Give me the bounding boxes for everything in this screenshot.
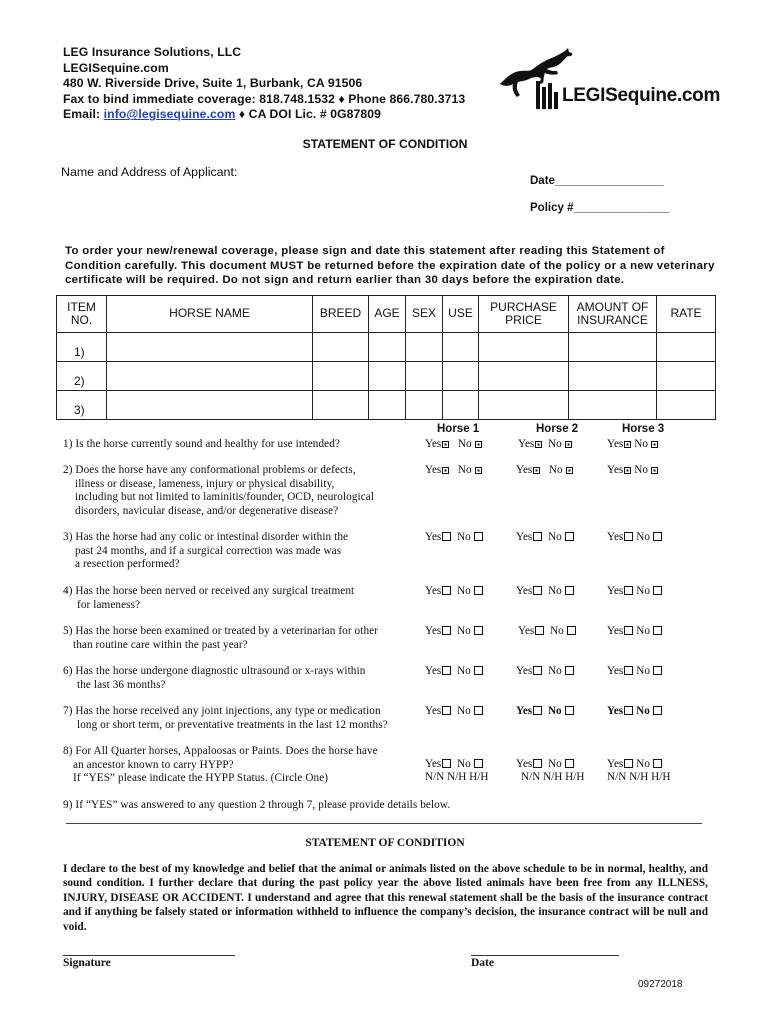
use-cell[interactable]: [443, 333, 479, 362]
rate-cell[interactable]: [657, 391, 716, 420]
sex-cell[interactable]: [406, 362, 443, 391]
q8-horse3-hypp-status[interactable]: N/N N/H H/H: [607, 771, 671, 783]
q4-h3-no-checkbox[interactable]: [653, 586, 662, 595]
question-4: 4) Has the horse been nerved or received any surgical treatment for lameness?: [63, 585, 355, 611]
question-7: 7) Has the horse received any joint injections, any type or medication long or short term, or preventative treatments in the last 12 months?: [63, 705, 388, 731]
q5-horse2-answer: Yes No: [518, 625, 579, 639]
q1-h2-yes-checkbox[interactable]: [535, 441, 542, 448]
col-sex: SEX: [406, 296, 443, 333]
q8-horse3-answer: Yes No: [607, 758, 665, 772]
q7-h1-yes-checkbox[interactable]: [442, 706, 451, 715]
q1-h1-no-checkbox[interactable]: [475, 441, 482, 448]
q4-h2-yes-checkbox[interactable]: [533, 586, 542, 595]
horse-name-cell[interactable]: [107, 391, 313, 420]
q1-horse3-answer: Yes No: [607, 438, 661, 452]
q8-horse2-hypp-status[interactable]: N/N N/H H/H: [521, 771, 585, 783]
question-3: 3) Has the horse had any colic or intestinal disorder within the past 24 months, and if a surgical correction was made was a resection performed?: [63, 531, 349, 571]
use-cell[interactable]: [443, 362, 479, 391]
q5-h1-no-checkbox[interactable]: [474, 626, 483, 635]
col-amount-insurance: AMOUNT OF INSURANCE: [569, 296, 657, 333]
horse-name-cell[interactable]: [107, 362, 313, 391]
q5-horse1-answer: Yes No: [425, 625, 486, 639]
q3-horse1-answer: Yes No: [425, 531, 486, 545]
q8-horse2-answer: Yes No: [516, 758, 577, 772]
q6-horse3-answer: Yes No: [607, 665, 665, 679]
item-number: 1): [57, 333, 107, 362]
sex-cell[interactable]: [406, 333, 443, 362]
applicant-label: Name and Address of Applicant:: [61, 165, 238, 179]
details-line[interactable]: [66, 823, 702, 824]
company-website: LEGISequine.com: [63, 60, 169, 75]
col-breed: BREED: [313, 296, 369, 333]
q1-h3-yes-checkbox[interactable]: [624, 441, 631, 448]
q1-horse2-answer: Yes No: [518, 438, 575, 452]
company-name: LEG Insurance Solutions, LLC: [63, 45, 242, 59]
q7-h2-yes-checkbox[interactable]: [533, 706, 542, 715]
q3-h2-yes-checkbox[interactable]: [533, 532, 542, 541]
q1-h2-no-checkbox[interactable]: [565, 441, 572, 448]
col-age: AGE: [369, 296, 406, 333]
q4-horse3-answer: Yes No: [607, 585, 665, 599]
breed-cell[interactable]: [313, 333, 369, 362]
q8-h3-no-checkbox[interactable]: [653, 759, 662, 768]
question-5: 5) Has the horse been examined or treated by a veterinarian for other than routine care within the past year?: [63, 625, 379, 651]
amount-cell[interactable]: [569, 391, 657, 420]
q6-h2-no-checkbox[interactable]: [565, 666, 574, 675]
q1-h1-yes-checkbox[interactable]: [442, 441, 449, 448]
horse-1-header: Horse 1: [437, 423, 480, 435]
q3-h3-yes-checkbox[interactable]: [624, 532, 633, 541]
q5-h1-yes-checkbox[interactable]: [442, 626, 451, 635]
q4-horse2-answer: Yes No: [516, 585, 577, 599]
policy-field[interactable]: Policy #_______________: [530, 202, 670, 214]
question-8: 8) For All Quarter horses, Appaloosas or Paints. Does the horse have an ancestor known to carry HYPP? If “YES” please indicate the HYPP Status. (Circle One): [63, 745, 378, 785]
q8-horse1-answer: Yes No: [425, 758, 486, 772]
q8-h3-yes-checkbox[interactable]: [624, 759, 633, 768]
horse-schedule-table: [56, 295, 716, 420]
question-1: 1) Is the horse currently sound and healthy for use intended?: [63, 438, 341, 450]
price-cell[interactable]: [479, 362, 569, 391]
q4-h1-yes-checkbox[interactable]: [442, 586, 451, 595]
q3-horse2-answer: Yes No: [516, 531, 577, 545]
q8-h1-yes-checkbox[interactable]: [442, 759, 451, 768]
breed-cell[interactable]: [313, 391, 369, 420]
signature-date-line[interactable]: [471, 955, 619, 956]
question-2: 2) Does the horse have any conformational problems or defects, illness or disease, lameness, injury or physical disability, including but not limited to laminitis/founder, OCD, neurological disorders, navicular disease, and/or degenerative disease?: [63, 464, 375, 517]
form-code: 09272018: [638, 979, 683, 990]
q2-horse3-answer: Yes No: [607, 464, 661, 478]
price-cell[interactable]: [479, 333, 569, 362]
q5-h3-yes-checkbox[interactable]: [624, 626, 633, 635]
q6-h1-no-checkbox[interactable]: [474, 666, 483, 675]
q6-h2-yes-checkbox[interactable]: [533, 666, 542, 675]
table-row: [57, 333, 716, 362]
amount-cell[interactable]: [569, 333, 657, 362]
signature-date-label: Date: [471, 957, 494, 969]
company-header: [63, 45, 465, 123]
q4-h3-yes-checkbox[interactable]: [624, 586, 633, 595]
q7-horse1-answer: Yes No: [425, 705, 486, 719]
use-cell[interactable]: [443, 391, 479, 420]
question-9: 9) If “YES” was answered to any question 2 through 7, please provide details below.: [63, 799, 451, 811]
q6-h3-yes-checkbox[interactable]: [624, 666, 633, 675]
q7-horse2-answer: Yes No: [516, 705, 577, 719]
table-row: [57, 362, 716, 391]
q2-h2-no-checkbox[interactable]: [566, 467, 573, 474]
item-number: 3): [57, 391, 107, 420]
q3-h2-no-checkbox[interactable]: [565, 532, 574, 541]
col-item: ITEM NO.: [57, 296, 107, 333]
instructions-text: To order your new/renewal coverage, please sign and date this statement after reading this Statement of Condition carefully. This document MUST be returned before the expiration date of the policy or a new veterinary certificate will be required. Do not sign and return earlier than 30 days before the expiration date.: [65, 245, 715, 287]
age-cell[interactable]: [369, 333, 406, 362]
q8-horse1-hypp-status[interactable]: N/N N/H H/H: [425, 771, 489, 783]
q2-h3-no-checkbox[interactable]: [651, 467, 658, 474]
q3-h3-no-checkbox[interactable]: [653, 532, 662, 541]
q8-h2-yes-checkbox[interactable]: [533, 759, 542, 768]
breed-cell[interactable]: [313, 362, 369, 391]
q2-h2-yes-checkbox[interactable]: [533, 467, 540, 474]
rate-cell[interactable]: [657, 333, 716, 362]
q2-horse1-answer: Yes No: [425, 464, 485, 478]
company-logo: [498, 44, 738, 110]
question-6: 6) Has the horse undergone diagnostic ultrasound or x-rays within the last 36 months?: [63, 665, 366, 691]
horse-3-header: Horse 3: [622, 423, 665, 435]
fax-phone: Fax to bind immediate coverage: 818.748.1532 ♦ Phone 866.780.3713: [63, 91, 466, 106]
rate-cell[interactable]: [657, 362, 716, 391]
q6-h1-yes-checkbox[interactable]: [442, 666, 451, 675]
q6-horse1-answer: Yes No: [425, 665, 486, 679]
q7-horse3-answer: Yes No: [607, 705, 665, 719]
col-use: USE: [443, 296, 479, 333]
q4-horse1-answer: Yes No: [425, 585, 486, 599]
signature-label: Signature: [63, 957, 111, 969]
q3-h1-no-checkbox[interactable]: [474, 532, 483, 541]
q5-h2-yes-checkbox[interactable]: [535, 626, 544, 635]
statement-title: STATEMENT OF CONDITION: [305, 837, 465, 849]
age-cell[interactable]: [369, 391, 406, 420]
date-field[interactable]: Date_________________: [530, 175, 664, 187]
q1-h3-no-checkbox[interactable]: [651, 441, 658, 448]
email-line: Email: info@legisequine.com ♦ CA DOI Lic. # 0G87809: [63, 107, 382, 122]
col-horse-name: HORSE NAME: [107, 296, 313, 333]
q5-h2-no-checkbox[interactable]: [567, 626, 576, 635]
table-header-row: [57, 296, 716, 333]
license-number: ♦ CA DOI Lic. # 0G87809: [235, 107, 382, 122]
q4-h1-no-checkbox[interactable]: [474, 586, 483, 595]
horse-name-cell[interactable]: [107, 333, 313, 362]
q7-h3-yes-checkbox[interactable]: [624, 706, 633, 715]
q2-h1-yes-checkbox[interactable]: [442, 467, 449, 474]
q2-h1-no-checkbox[interactable]: [475, 467, 482, 474]
q8-h1-no-checkbox[interactable]: [474, 759, 483, 768]
q8-h2-no-checkbox[interactable]: [565, 759, 574, 768]
sex-cell[interactable]: [406, 391, 443, 420]
q7-h2-no-checkbox[interactable]: [565, 706, 574, 715]
q6-horse2-answer: Yes No: [516, 665, 577, 679]
logo-text: LEGISequine.com: [562, 85, 721, 106]
q5-horse3-answer: Yes No: [607, 625, 665, 639]
col-rate: RATE: [657, 296, 716, 333]
q2-h3-yes-checkbox[interactable]: [624, 467, 631, 474]
q3-horse3-answer: Yes No: [607, 531, 665, 545]
age-cell[interactable]: [369, 362, 406, 391]
q3-h1-yes-checkbox[interactable]: [442, 532, 451, 541]
horse-2-header: Horse 2: [536, 423, 579, 435]
declaration-text: I declare to the best of my knowledge and belief that the animal or animals listed on the above schedule to be in normal, healthy, and sound condition. I further declare that during the past policy year the above listed animals have been free from any ILLNESS, INJURY, DISEASE OR ACCIDENT. I understand and agree that this renewal statement shall be the basis of the insurance contract and if anything be falsely stated or information withheld to influence the company’s decision, the insurance contract will be null and void.: [63, 863, 708, 933]
q6-h3-no-checkbox[interactable]: [653, 666, 662, 675]
q2-horse2-answer: Yes No: [516, 464, 576, 478]
price-cell[interactable]: [479, 391, 569, 420]
item-number: 2): [57, 362, 107, 391]
email-link[interactable]: info@legisequine.com: [103, 107, 236, 122]
company-address: 480 W. Riverside Drive, Suite 1, Burbank, CA 91506: [63, 76, 363, 91]
signature-line[interactable]: [63, 955, 235, 956]
col-purchase-price: PURCHASE PRICE: [479, 296, 569, 333]
q7-h3-no-checkbox[interactable]: [653, 706, 662, 715]
table-row: [57, 391, 716, 420]
q7-h1-no-checkbox[interactable]: [474, 706, 483, 715]
form-title: STATEMENT OF CONDITION: [302, 137, 468, 151]
q5-h3-no-checkbox[interactable]: [653, 626, 662, 635]
q1-horse1-answer: Yes No: [425, 438, 485, 452]
q4-h2-no-checkbox[interactable]: [565, 586, 574, 595]
amount-cell[interactable]: [569, 362, 657, 391]
